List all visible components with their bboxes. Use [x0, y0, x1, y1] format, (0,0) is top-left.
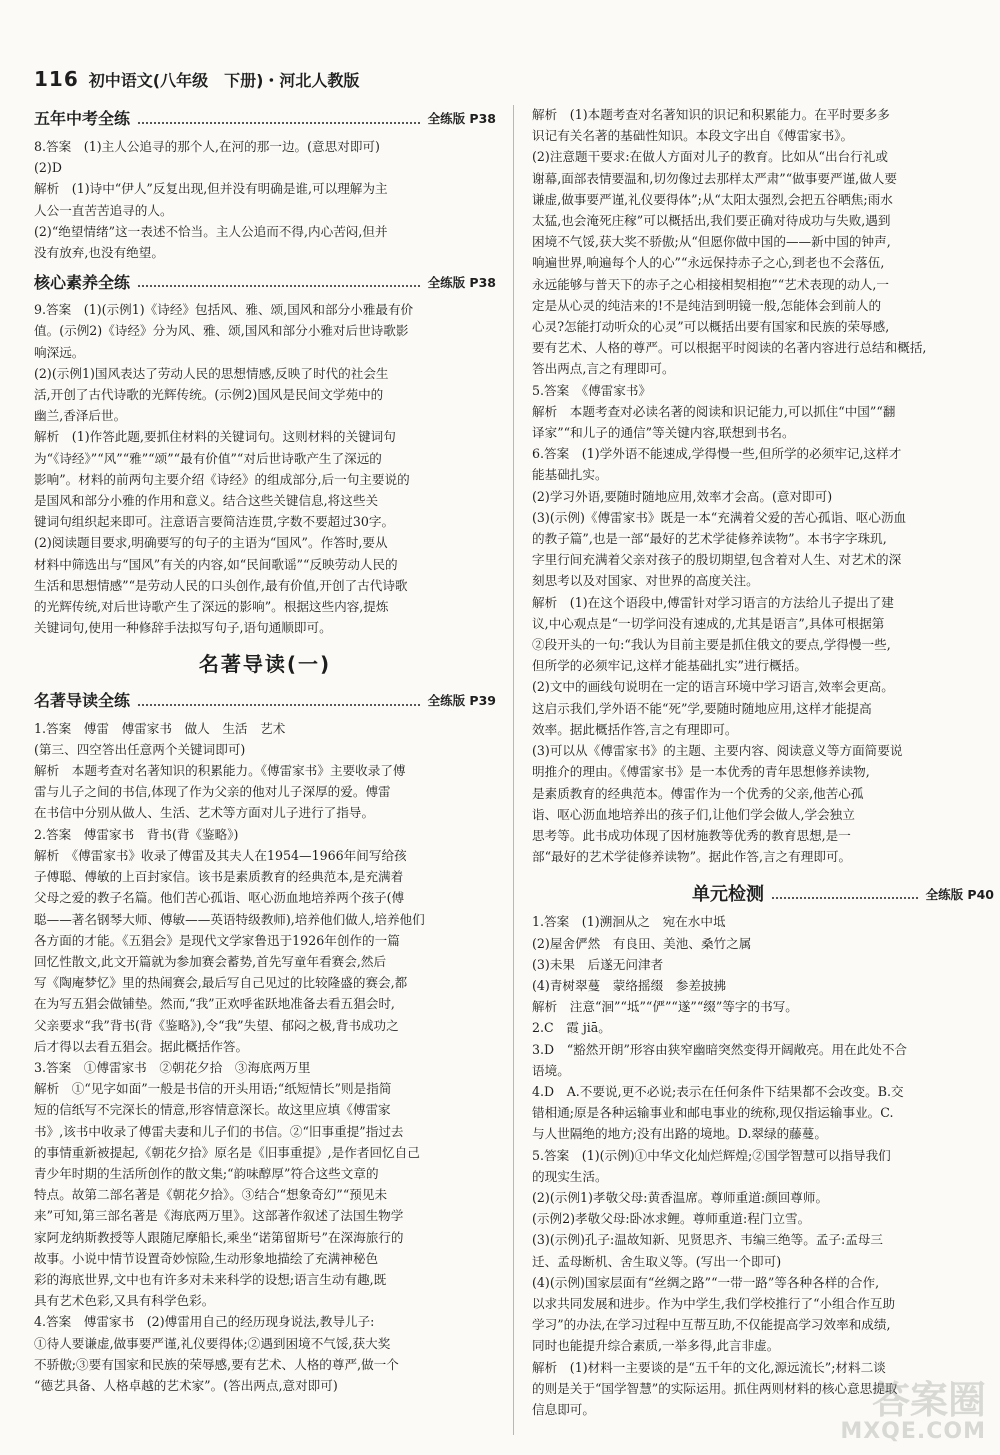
text-line: 特点。故第二部名著是《朝花夕拾》。③结合“想象奇幻”“预见未 [34, 1187, 388, 1203]
text-line: 解析 本题考查对名著知识的积累能力。《傅雷家书》主要收录了傅 [34, 763, 406, 779]
text-line: 是素质教育的经典范本。傅雷作为一个优秀的父亲,他苦心孤 [532, 785, 864, 801]
text-line: (2)D [34, 160, 62, 176]
page-header [34, 62, 504, 96]
text-line: ②段开头的一句:“我认为目前主要是抓住俄文的要点,学得慢一些, [532, 637, 891, 653]
text-line: 来”可知,第三部名著是《海底两万里》。这部著作叙述了法国生物学 [34, 1208, 404, 1224]
text-line: 子傅聪、傅敏的上百封家信。该书是素质教育的经典范本,是充满着 [34, 869, 404, 885]
text-line: 材料中筛选出与“国风”有关的内容,如“民间歌谣”“反映劳动人民的 [34, 556, 398, 572]
text-line: 5.答案 《傅雷家书》 [532, 382, 652, 398]
text-line: 效率。据此概括作答,言之有理即可。 [532, 721, 738, 737]
text-line: 不骄傲;③要有国家和民族的荣辱感,要有艺术、人格的尊严,做一个 [34, 1356, 399, 1372]
section-ref: 全练版 P39 [427, 693, 496, 709]
right-column [532, 104, 994, 1420]
text-line: 各方面的才能。《五猖会》是现代文学家鲁迅于1926年创作的一篇 [34, 932, 400, 948]
text-line: 同时也能提升综合素质,一举多得,此言非虚。 [532, 1338, 780, 1354]
text-line: (第三、四空答出任意两个关键词即可) [34, 741, 246, 757]
text-line: 解析 注意“洄”“坻”“俨”“遂”“缀”等字的书写。 [532, 999, 798, 1015]
text-line: 的现实生活。 [532, 1168, 608, 1184]
leader-dots [772, 889, 918, 899]
text-line: 的事情重新被提起,《朝花夕拾》原名是《旧事重提》,是作者回忆自己 [34, 1144, 420, 1160]
book-title: 初中语文(八年级 下册)・河北人教版 [88, 70, 360, 90]
text-line: (4)(示例)国家层面有“丝绸之路”“一带一路”等各种各样的合作, [532, 1274, 880, 1290]
text-line: 幽兰,香泽后世。 [34, 408, 127, 424]
text-line: 在为写五猖会做铺垫。然而,“我”正欢呼雀跃地准备去看五猖会时, [34, 996, 395, 1012]
section-ref: 全练版 P38 [427, 274, 496, 290]
text-line: (2)注意题干要求:在做人方面对儿子的教育。比如从“出台行礼或 [532, 149, 888, 165]
text-line: (示例2)孝敬父母:卧冰求鲤。尊师重道:程门立雪。 [532, 1211, 811, 1227]
text-line: (2)屋舍俨然 有良田、美池、桑竹之属 [532, 935, 752, 951]
text-line: 困境不气馁,获大奖不骄傲;从“但愿你做中国的——新中国的钟声, [532, 234, 891, 250]
text-line: 解析 (1)材料一主要谈的是“五千年的文化,源远流长”;材料二谈 [532, 1359, 886, 1375]
watermark-url: MXQE.COM [840, 1419, 986, 1444]
text-line: 写《陶庵梦忆》里的热闹赛会,最后写自己见过的比较隆盛的赛会,都 [34, 975, 408, 991]
text-line: 1.答案 傅雷 傅雷家书 做人 生活 艺术 [34, 720, 286, 736]
section-ref: 全练版 P38 [427, 111, 496, 127]
text-line: 解析 (1)在这个语段中,傅雷针对学习语言的方法给儿子提出了建 [532, 594, 894, 610]
text-line: 没有放弃,也没有绝望。 [34, 245, 164, 261]
text-line: 响遍世界,响遍每个人的心”“永远保持赤子之心,到老也不会落伍, [532, 255, 885, 271]
text-line: 3.答案 ①傅雷家书 ②朝花夕拾 ③海底两万里 [34, 1059, 311, 1075]
text-line: 值。(示例2)《诗经》分为风、雅、颂,国风和部分小雅对后世诗歌影 [34, 323, 409, 339]
text-line: (2)(示例1)孝敬父母:黄香温席。尊师重道:颜回尊师。 [532, 1189, 829, 1205]
watermark-logo [786, 1378, 986, 1449]
text-line: 故事。小说中情节设置奇妙惊险,生动形象地描绘了充满神秘色 [34, 1250, 379, 1266]
text-line: (2)(示例1)国风表达了劳动人民的思想情感,反映了时代的社会生 [34, 365, 389, 381]
text-line: 错相通;原是各种运输事业和邮电事业的统称,现仅指运输事业。C. [532, 1105, 894, 1121]
text-line: 家阿龙纳斯教授等人跟随尼摩船长,乘坐“诺第留斯号”在深海旅行的 [34, 1229, 404, 1245]
text-line: 关键词句,使用一种修辞手法拟写句子,语句通顺即可。 [34, 620, 332, 636]
text-line: ①待人要谦虚,做事要严谨,礼仪要得体;②遇到困境不气馁,获大奖 [34, 1335, 391, 1351]
text-line: 4.答案 傅雷家书 (2)傅雷用自己的经历现身说法,教导儿子: [34, 1314, 375, 1330]
text-line: 1.答案 (1)溯洄从之 宛在水中坻 [532, 914, 726, 930]
text-line: 父母之爱的教子名篇。他们苦心孤诣、呕心沥血地培养两个孩子(傅 [34, 890, 405, 906]
text-line: 迁、孟母断机、舍生取义等。(写出一个即可) [532, 1253, 782, 1269]
text-line: 明推介的理由。《傅雷家书》是一本优秀的青年思想修养读物, [532, 764, 870, 780]
section-title: 名著导读全练 [34, 691, 131, 711]
text-line: 议,中心观点是“一切学问没有速成的,尤其是语言”,具体可根据第 [532, 615, 885, 631]
text-line: 谦虚,做事要严谨,礼仪要得体”;从“太阳太强烈,会把五谷晒焦;雨水 [532, 191, 893, 207]
text-line: 解析 本题考查对必读名著的阅读和识记能力,可以抓住“中国”“翻 [532, 403, 896, 419]
text-line: 但所学的必须牢记,这样才能基础扎实”进行概括。 [532, 658, 807, 674]
text-line: 回忆性散文,此文开篇就为参加赛会蓄势,首先写童年看赛会,然后 [34, 953, 387, 969]
text-line: (2)“绝望情绪”这一表述不恰当。主人公追而不得,内心苦闷,但并 [34, 223, 388, 239]
text-line: 具有艺术色彩,又具有科学色彩。 [34, 1293, 215, 1309]
text-line: 2.答案 傅雷家书 背书(背《鉴略》) [34, 826, 239, 842]
text-line: 9.答案 (1)(示例1)《诗经》包括风、雅、颂,国风和部分小雅最有价 [34, 302, 414, 318]
text-line: 响深远。 [34, 344, 85, 360]
text-line: 5.答案 (1)(示例)①中华文化灿烂辉煌;②国学智慧可以指导我们 [532, 1147, 891, 1163]
text-line: 太猛,也会淹死庄稼”可以概括出,我们要正确对待成功与失败,遇到 [532, 213, 891, 229]
text-line: 解析 (1)作答此题,要抓住材料的关键词句。这则材料的关键词句 [34, 429, 396, 445]
text-line: 永远能够与普天下的赤子之心相接相契相抱”“艺术表现的动人,一 [532, 276, 889, 292]
text-line: 解析 ①“见字如面”一般是书信的开头用语;“纸短情长”则是指简 [34, 1081, 392, 1097]
text-line: 2.C 霞 jiā。 [532, 1020, 611, 1036]
text-line: 青少年时期的生活所创作的散文集;“韵味醇厚”符合这些文章的 [34, 1165, 379, 1181]
text-line: 父亲要求“我”背书(背《鉴略》),令“我”失望、郁闷之极,背书成功之 [34, 1017, 399, 1033]
text-line: (2)文中的画线句说明在一定的语言环境中学习语言,效率会更高。 [532, 679, 894, 695]
text-line: “德艺具备、人格卓越的艺术家”。(答出两点,意对即可) [34, 1377, 338, 1393]
section-ref: 全练版 P40 [925, 886, 994, 902]
text-line: (3)(示例)《傅雷家书》既是一本“充满着父爱的苦心孤诣、呕心沥血 [532, 509, 907, 525]
text-line: 答出两点,言之有理即可。 [532, 361, 675, 377]
text-line: 解析 《傅雷家书》收录了傅雷及其夫人在1954—1966年间写给孩 [34, 847, 407, 863]
text-line: 译家”“和儿子的通信”等关键内容,联想到书名。 [532, 425, 795, 441]
text-line: 语境。 [532, 1062, 570, 1078]
text-line: 后才得以去看五猖会。据此概括作答。 [34, 1038, 249, 1054]
leader-dots [138, 696, 420, 706]
text-line: 键词句组织起来即可。注意语言要简洁连贯,字数不要超过30字。 [34, 514, 395, 530]
text-line: 生活和思想情感”“是劳动人民的口头创作,最有价值,开创了古代诗歌 [34, 577, 408, 593]
text-line: 的教子篇”,也是一部“最好的艺术学徒修养读物”。本书字字珠玑, [532, 531, 887, 547]
text-line: 部“最好的艺术学徒修养读物”。据此作答,言之有理即可。 [532, 849, 852, 865]
text-line: 定是从心灵的纯洁来的!不是纯洁到明镜一般,怎能体会到前人的 [532, 297, 882, 313]
text-line: 人公一直苦苦追寻的人。 [34, 202, 173, 218]
text-line: 4.D A.不要说,更不必说;表示在任何条件下结果都不会改变。B.交 [532, 1083, 904, 1099]
text-line: (3)未果 后遂无问津者 [532, 956, 664, 972]
text-line: 字里行间充满着父亲对孩子的殷切期望,包含着对人生、对艺术的深 [532, 552, 902, 568]
text-line: (3)(示例)孔子:温故知新、见贤思齐、韦编三绝等。孟子:孟母三 [532, 1232, 883, 1248]
text-line: 6.答案 (1)学外语不能速成,学得慢一些,但所学的必须牢记,这样才 [532, 446, 902, 462]
watermark-text: 答案圈 [871, 1378, 986, 1422]
text-line: 识记有关名著的基础性知识。本段文字出自《傅雷家书》。 [532, 128, 854, 144]
text-line: 诣、呕心沥血地培养出的孩子们,让他们学会做人,学会独立 [532, 806, 855, 822]
text-line: 解析 (1)本题考查对名著知识的识记和积累能力。在平时要多多 [532, 107, 890, 122]
leader-dots [138, 114, 420, 124]
text-line: (3)可以从《傅雷家书》的主题、主要内容、阅读意义等方面简要说 [532, 743, 903, 759]
text-line: 聪——著名钢琴大师、傅敏——英语特级教师),培养他们做人,培养他们 [34, 911, 425, 927]
text-line: 的光辉传统,对后世诗歌产生了深远的影响”。根据这些内容,提炼 [34, 599, 389, 615]
left-column [34, 100, 496, 1396]
text-line: 在书信中分别从做人、生活、艺术等方面对儿子进行了指导。 [34, 805, 375, 821]
text-line: 解析 (1)诗中“伊人”反复出现,但并没有明确是谁,可以理解为主 [34, 181, 388, 197]
text-line: 思考等。此书成功体现了因材施教等优秀的教育思想,是一 [532, 827, 851, 843]
section-title: 五年中考全练 [34, 109, 131, 129]
section-header [34, 688, 496, 714]
section-header [34, 269, 496, 295]
text-line: (2)学习外语,要随时随地应用,效率才会高。(意对即可) [532, 488, 833, 504]
text-line: 信息即可。 [532, 1401, 595, 1417]
text-line: 与人世隔绝的地方;没有出路的境地。D.翠绿的藤蔓。 [532, 1126, 827, 1142]
leader-dots [138, 277, 420, 287]
text-line: 能基础扎实。 [532, 467, 608, 483]
text-line: 是国风和部分小雅的作用和意义。结合这些关键信息,将这些关 [34, 493, 379, 509]
text-line: (2)阅读题目要求,明确要写的句子的主语为“国风”。作答时,要从 [34, 535, 388, 551]
text-line: 学习”的办法,在学习过程中互帮互助,不仅能提高学习效率和成绩, [532, 1317, 891, 1333]
section-title: 核心素养全练 [34, 272, 131, 292]
text-line: 这启示我们,学外语不能“死”学,要随时随地应用,这样才能提高 [532, 700, 872, 716]
section-title: 单元检测 [692, 883, 764, 905]
text-line: 以求共同发展和进步。作为中学生,我们学校推行了“小组合作互助 [532, 1295, 896, 1311]
text-line: 雷与儿子之间的书信,体现了作为父亲的他对儿子深厚的爱。傅雷 [34, 784, 391, 800]
text-line: 要有艺术、人格的尊严。可以根据平时阅读的名著内容进行总结和概括, [532, 340, 927, 356]
text-line: 3.D “豁然开朗”形容由狭窄幽暗突然变得开阔敞亮。用在此处不合 [532, 1041, 908, 1057]
text-line: 刻思考以及对国家、对世界的高度关注。 [532, 573, 759, 589]
text-line: 活,开创了古代诗歌的光辉传统。(示例2)国风是民间文学苑中的 [34, 387, 384, 403]
text-line: 心灵?怎能打动听众的心灵”可以概括出要有国家和民族的荣辱感, [532, 319, 890, 335]
column-divider [513, 105, 514, 1435]
text-line: 书》,该书中收录了傅雷夫妻和儿子们的书信。②“旧事重提”指过去 [34, 1123, 404, 1139]
page-number: 116 [34, 67, 79, 91]
text-line: 短的信纸写不完深长的情意,形容情意深长。故这里应填《傅雷家 [34, 1102, 391, 1118]
text-line: 影响”。材料的前两句主要介绍《诗经》的组成部分,后一句主要说的 [34, 471, 410, 487]
section-header [532, 881, 994, 907]
text-line: (4)青树翠蔓 蒙络摇缀 参差披拂 [532, 977, 727, 993]
text-line: 的则是关于“国学智慧”的实际运用。抓住两则材料的核心意思提取 [532, 1380, 898, 1396]
section-header [34, 106, 496, 132]
text-line: 8.答案 (1)主人公追寻的那个人,在河的那一边。(意思对即可) [34, 139, 380, 154]
text-line: 为“《诗经》”“风”“雅”“颂”“最有价值”“对后世诗歌产生了深远的 [34, 450, 382, 466]
text-line: 谢幕,面部表情要温和,切勿像过去那样太严肃”“做事要严谨,做人要 [532, 170, 897, 186]
chapter-title: 名著导读(一) [198, 652, 332, 677]
text-line: 彩的海底世界,文中也有许多对未来科学的设想;语言生动有趣,既 [34, 1271, 387, 1287]
